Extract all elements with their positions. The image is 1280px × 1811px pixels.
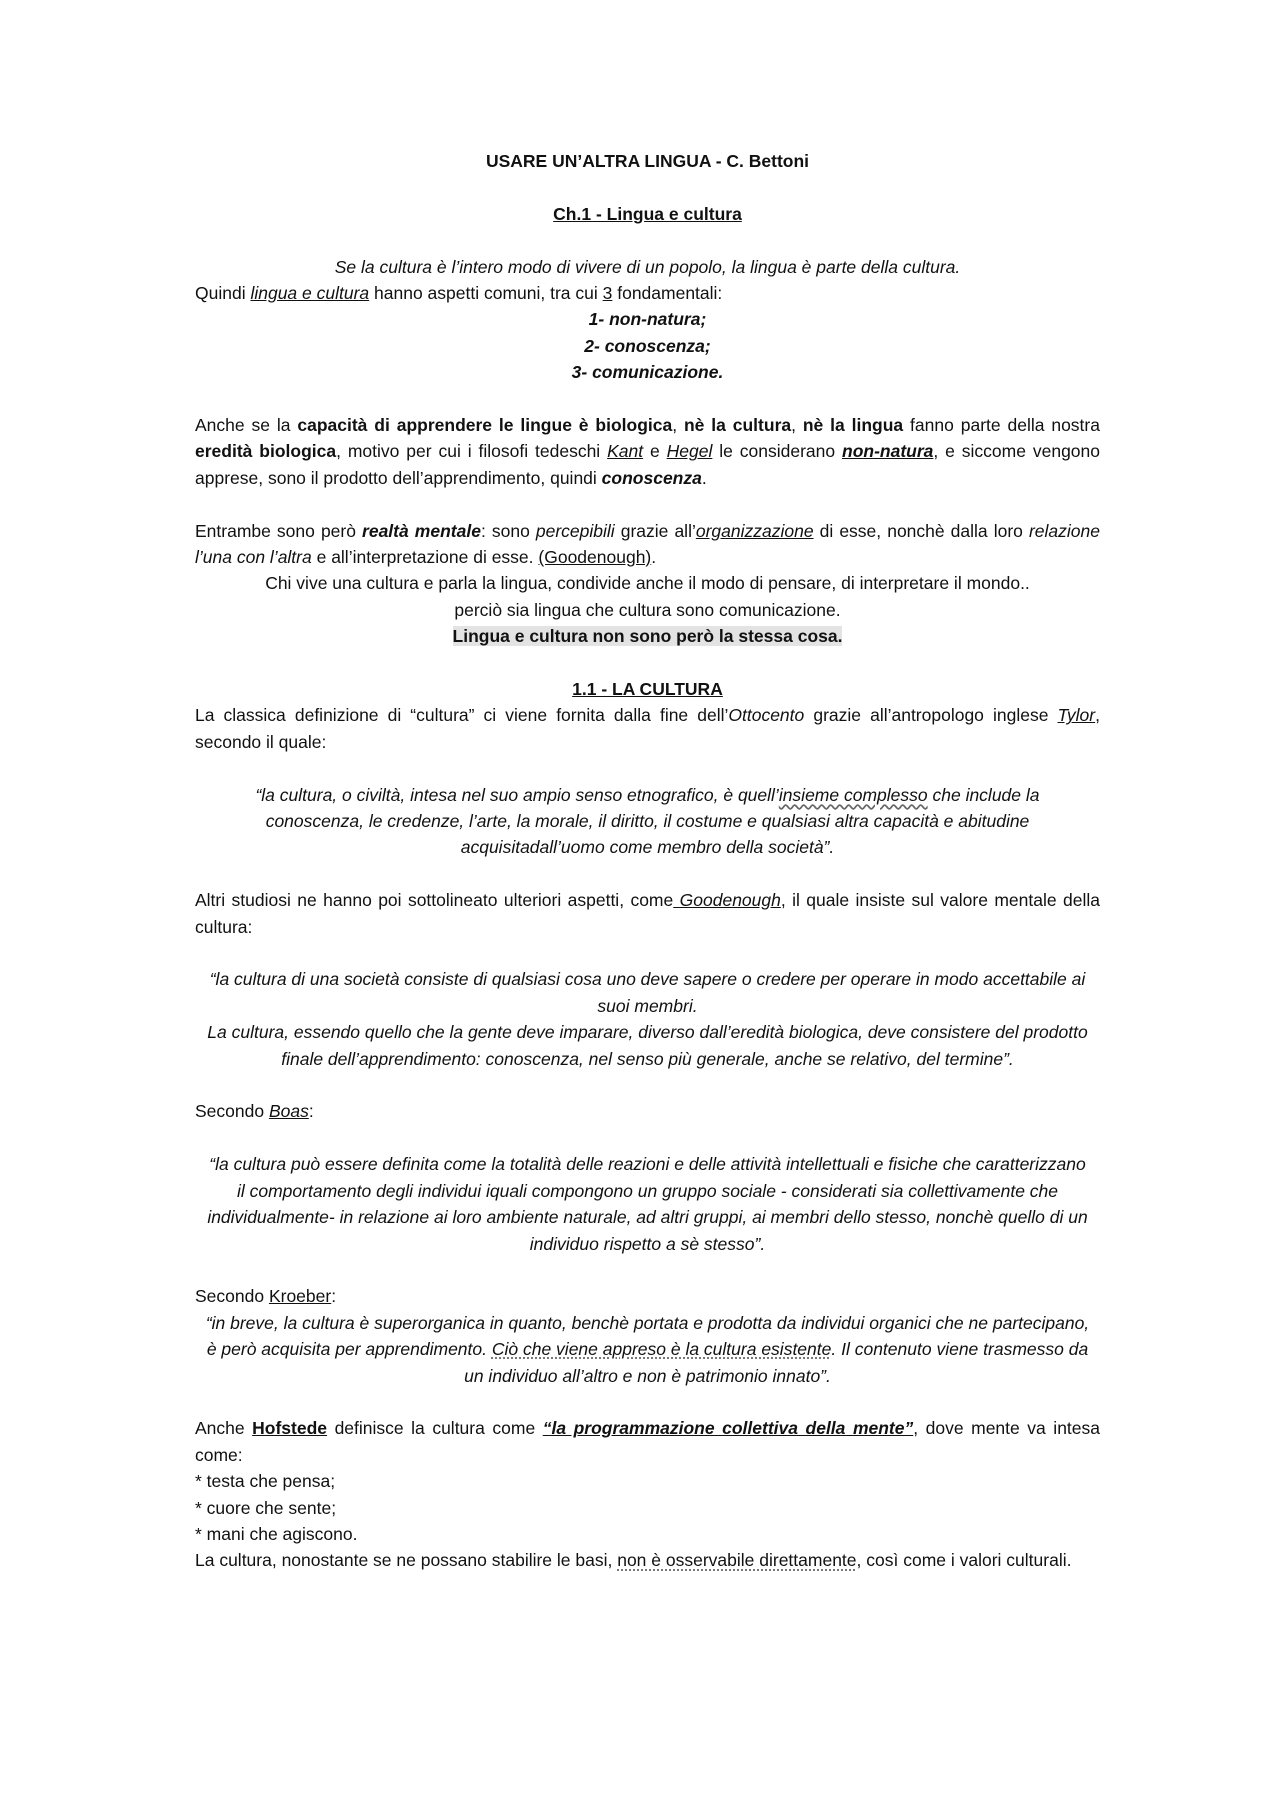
intro-line: Se la cultura è l’intero modo di vivere di un popolo, la lingua è parte della cultura.: [334, 256, 961, 277]
list-item: * testa che pensa;: [195, 1471, 336, 1492]
highlighted-statement: Lingua e cultura non sono però la stessa cosa.: [452, 626, 843, 647]
list-item: * mani che agiscono.: [195, 1523, 358, 1544]
paragraph-mental-reality: Entrambe sono però realtà mentale: sono percepibili grazie all’organizzazione di esse, nonchè dalla loro relazione l’una con l’altra e all’interpretazione di esse. (Goodenough).: [195, 520, 1100, 568]
quote-boas: “la cultura può essere definita come la totalità delle reazioni e delle attività intellettuali e fisiche che caratterizzano il comportamento degli individui iquali compongono un gruppo sociale - considerati sia collettivamente che individualmente- in relazione ai loro ambiente naturale, ad altri gruppi, ai membri dello stesso, nonchè quello di un individuo rispetto a sè stesso”.: [207, 1154, 1088, 1254]
list-item: 2- conoscenza;: [584, 335, 711, 356]
paragraph-communication: Chi vive una cultura e parla la lingua, condivide anche il modo di pensare, di interpretare il mondo..: [265, 573, 1030, 594]
paragraph-hofstede: Anche Hofstede definisce la cultura come “la programmazione collettiva della mente”, dove mente va intesa come:: [195, 1418, 1100, 1465]
section-heading: 1.1 - LA CULTURA: [572, 679, 723, 700]
paragraph-tylor: La classica definizione di “cultura” ci viene fornita dalla fine dell’Ottocento grazie all’antropologo inglese Tylor, secondo il quale:: [195, 705, 1100, 752]
list-item: 3- comunicazione.: [571, 362, 724, 383]
quote-goodenough-1: “la cultura di una società consiste di qualsiasi cosa uno deve sapere o credere per operare in modo accettabile ai suoi membri.: [209, 969, 1086, 1016]
boas-intro: Secondo Boas:: [195, 1101, 314, 1122]
list-item: * cuore che sente;: [195, 1497, 337, 1518]
paragraph-observable: La cultura, nonostante se ne possano stabilire le basi, non è osservabile direttamente, così come i valori culturali.: [195, 1550, 1072, 1571]
quote-goodenough-2: La cultura, essendo quello che la gente deve imparare, diverso dall’eredità biologica, deve consistere del prodotto finale dell’apprendimento: conoscenza, nel senso più generale, anche se relativo, del termine”.: [207, 1022, 1088, 1069]
intro-sentence: Quindi lingua e cultura hanno aspetti comuni, tra cui 3 fondamentali:: [195, 283, 723, 303]
document-page: [195, 148, 1100, 1574]
paragraph-goodenough: Altri studiosi ne hanno poi sottolineato ulteriori aspetti, come Goodenough, il quale insiste sul valore mentale della cultura:: [195, 890, 1100, 937]
quote-kroeber: “in breve, la cultura è superorganica in quanto, benchè portata e prodotta da individui organici che ne partecipano, è però acquisita per apprendimento. Ciò che viene appreso è la cultura esistente. Il contenuto viene trasmesso da un individuo all’altro e non è patrimonio innato”.: [205, 1312, 1090, 1386]
quote-tylor: “la cultura, o civiltà, intesa nel suo ampio senso etnografico, è quell’insieme complesso che include la conoscenza, le credenze, l’arte, la morale, il diritto, il costume e qualsiasi altra capacità e abitudine acquisitadall’uomo come membro della società”.: [255, 784, 1040, 858]
chapter-heading: Ch.1 - Lingua e cultura: [553, 203, 742, 224]
kroeber-intro: Secondo Kroeber:: [195, 1286, 337, 1307]
list-item: 1- non-natura;: [588, 309, 707, 330]
paragraph-communication-2: perciò sia lingua che cultura sono comunicazione.: [454, 599, 841, 620]
paragraph-biology: Anche se la capacità di apprendere le lingue è biologica, nè la cultura, nè la lingua fanno parte della nostra eredità biologica, motivo per cui i filosofi tedeschi Kant e Hegel le considerano non-natura, e siccome vengono apprese, sono il prodotto dell’apprendimento, quindi conoscenza.: [195, 415, 1101, 488]
document-title: USARE UN’ALTRA LINGUA - C. Bettoni: [485, 151, 810, 171]
